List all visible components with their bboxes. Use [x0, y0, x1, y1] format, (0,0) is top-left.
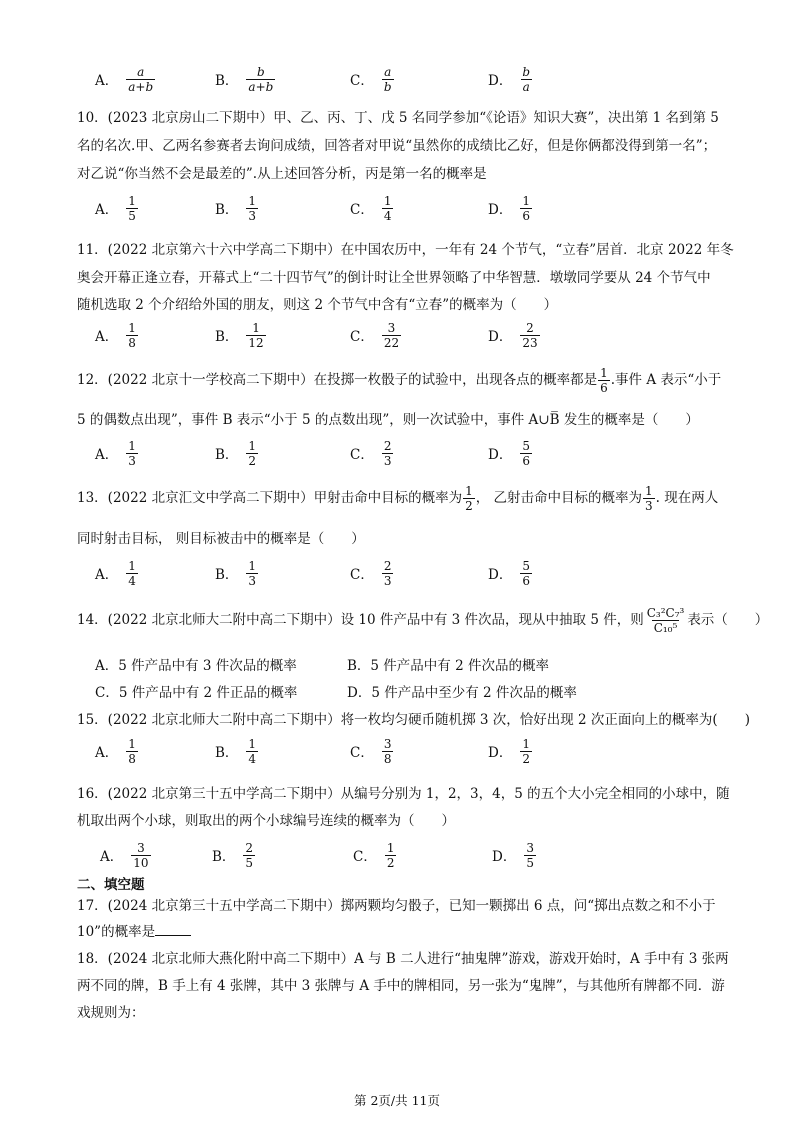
- option-c[interactable]: C． $\frac{2}{3}$: [350, 438, 392, 468]
- fraction: $\frac{2}{3}$: [383, 558, 392, 588]
- fraction: $\frac{1}{4}$: [248, 736, 257, 766]
- q13-line2: 同时射击目标， 则目标被击中的概率是（ ）: [77, 531, 365, 547]
- fraction: $\frac{b}{a}$: [522, 64, 531, 94]
- option-b[interactable]: B． $\frac{1}{4}$: [215, 736, 257, 766]
- fraction: $\frac{1}{8}$: [128, 736, 136, 766]
- fraction: $\frac{1}{4}$: [383, 193, 392, 223]
- q13-line1: 13．(2022 北京汇文中学高二下期中）甲射击命中目标的概率为 $\frac{1}{2}$ ， 乙射击命中目标的概率为 $\frac{1}{3}$ . 现在两人: [77, 484, 719, 513]
- q12-line2: 5 的偶数点出现”，事件 B 表示“小于 5 的点数出现”，则一次试验中，事件 A∪B̅ 发生的概率是（ ）: [77, 412, 699, 428]
- option-a[interactable]: A． $\frac{1}{3}$: [95, 438, 136, 468]
- q13-options: [95, 556, 735, 590]
- option-a[interactable]: A． $\frac{1}{4}$: [95, 558, 136, 588]
- fraction: $\frac{3}{8}$: [383, 736, 392, 766]
- q16-options: [95, 838, 735, 872]
- q16-line1: 16．(2022 北京第三十五中学高二下期中）从编号分别为 1，2，3，4，5 的五个大小完全相同的小球中，随: [77, 786, 730, 802]
- fraction: $\frac{1}{12}$: [248, 320, 264, 350]
- fraction: $\frac{1}{2}$: [386, 840, 395, 870]
- q11-line3: 随机选取 2 个介绍给外国的朋友，则这 2 个节气中含有“立春”的概率为（ ）: [77, 297, 558, 313]
- q15-line1: 15．(2022 北京北师大二附中高二下期中）将一枚均匀硬币随机掷 3 次，恰好出现 2 次正面向上的概率为( ): [77, 712, 750, 728]
- fraction: $\frac{1}{8}$: [128, 320, 136, 350]
- fraction: $\frac{1}{6}$: [522, 193, 530, 223]
- option-d[interactable]: D． $\frac{3}{5}$: [492, 840, 534, 870]
- fraction: $\frac{3}{22}$: [383, 320, 400, 350]
- q10-line1: 10．(2023 北京房山二下期中）甲、乙、丙、丁、戊 5 名同学参加“《论语》知识大赛”，决出第 1 名到第 5: [77, 110, 719, 126]
- option-d[interactable]: D． $\frac{2}{23}$: [488, 320, 538, 350]
- page-footer: 第 2页/共 11页: [353, 1093, 441, 1108]
- option-b[interactable]: B． $\frac{1}{3}$: [215, 193, 257, 223]
- fraction: $\frac{1}{3}$: [645, 484, 653, 513]
- option-d[interactable]: D． $\frac{5}{6}$: [488, 558, 530, 588]
- q10-options: [95, 191, 735, 225]
- option-c[interactable]: C． $\frac{1}{4}$: [350, 193, 392, 223]
- option-c[interactable]: C． $\frac{2}{3}$: [350, 558, 392, 588]
- q11-options: [95, 318, 735, 352]
- q15-options: [95, 734, 735, 768]
- fraction: $\frac{3}{5}$: [526, 840, 534, 870]
- fraction: $\frac{\text{C₃²C₇³}}{\text{C₁₀⁵}}$: [646, 606, 685, 635]
- q14-option-a[interactable]: A．5 件产品中有 3 件次品的概率: [95, 658, 297, 674]
- option-c[interactable]: C． $\frac{a}{b}$: [350, 64, 392, 94]
- q17-line1: 17．(2024 北京第三十五中学高二下期中）掷两颗均匀骰子，已知一颗掷出 6 点，问“掷出点数之和不小于: [77, 898, 716, 914]
- q12-line1: 12．(2022 北京十一学校高二下期中）在投掷一枚骰子的试验中，出现各点的概率都是 $\frac{1}{6}$ .事件 A 表示“小于: [77, 366, 722, 395]
- option-d[interactable]: D． $\frac{5}{6}$: [488, 438, 530, 468]
- fraction: $\frac{1}{2}$: [248, 438, 257, 468]
- q10-line2: 名的名次.甲、乙两名参赛者去询问成绩，回答者对甲说“虽然你的成绩比乙好，但是你俩都没得到第一名”；: [77, 138, 717, 154]
- fraction: $\frac{3}{10}$: [133, 840, 149, 870]
- q18-line3: 戏规则为：: [77, 1005, 145, 1021]
- q16-line2: 机取出两个小球，则取出的两个小球编号连续的概率为（ ）: [77, 813, 455, 829]
- fraction: $\frac{1}{3}$: [248, 193, 257, 223]
- option-d[interactable]: D． $\frac{b}{a}$: [488, 64, 531, 94]
- fraction: $\frac{b}{a+b}$: [248, 64, 274, 94]
- fraction: $\frac{1}{6}$: [600, 366, 608, 395]
- option-b[interactable]: B． $\frac{1}{2}$: [215, 438, 257, 468]
- q14-option-b[interactable]: B．5 件产品中有 2 件次品的概率: [347, 658, 549, 674]
- fraction: $\frac{2}{3}$: [383, 438, 392, 468]
- option-b[interactable]: B． $\frac{1}{12}$: [215, 320, 264, 350]
- option-b[interactable]: B． $\frac{1}{3}$: [215, 558, 257, 588]
- q14-option-c[interactable]: C．5 件产品中有 2 件正品的概率: [95, 685, 298, 701]
- fraction: $\frac{5}{6}$: [522, 558, 530, 588]
- fraction: $\frac{a}{a+b}$: [128, 64, 154, 94]
- fraction: $\frac{1}{2}$: [522, 736, 530, 766]
- q11-line2: 奥会开幕正逢立春，开幕式上“二十四节气”的倒计时让全世界领略了中华智慧．墩墩同学要从 24 个节气中: [77, 270, 711, 286]
- q17-line2: 10”的概率是: [77, 920, 191, 940]
- fraction: $\frac{2}{5}$: [245, 840, 254, 870]
- fraction: $\frac{1}{3}$: [128, 438, 136, 468]
- option-c[interactable]: C． $\frac{1}{2}$: [353, 840, 395, 870]
- fraction: $\frac{1}{5}$: [128, 193, 136, 223]
- q12-options: [95, 436, 735, 470]
- fraction: $\frac{2}{23}$: [522, 320, 538, 350]
- fraction: $\frac{5}{6}$: [522, 438, 530, 468]
- q11-line1: 11．(2022 北京第六十六中学高二下期中）在中国农历中，一年有 24 个节气，“立春”居首．北京 2022 年冬: [77, 242, 734, 258]
- answer-blank[interactable]: [155, 923, 191, 936]
- option-a[interactable]: A． $\frac{3}{10}$: [100, 840, 149, 870]
- option-a[interactable]: A． $\frac{1}{5}$: [95, 193, 136, 223]
- option-a[interactable]: A． $\frac{a}{a+b}$: [95, 64, 154, 94]
- q14-option-d[interactable]: D．5 件产品中至少有 2 件次品的概率: [347, 685, 577, 701]
- option-d[interactable]: D． $\frac{1}{6}$: [488, 193, 530, 223]
- option-a[interactable]: A． $\frac{1}{8}$: [95, 320, 136, 350]
- q18-line1: 18．(2024 北京北师大燕化附中高二下期中）A 与 B 二人进行“抽鬼牌”游戏，游戏开始时，A 手中有 3 张两: [77, 951, 729, 967]
- q18-line2: 两不同的牌，B 手上有 4 张牌，其中 3 张牌与 A 手中的牌相同，另一张为“鬼牌”，与其他所有牌都不同．游: [77, 978, 725, 994]
- fraction: $\frac{1}{4}$: [128, 558, 136, 588]
- option-b[interactable]: B． $\frac{b}{a+b}$: [215, 64, 274, 94]
- q9-options: [95, 62, 735, 96]
- option-c[interactable]: C． $\frac{3}{22}$: [350, 320, 400, 350]
- option-d[interactable]: D． $\frac{1}{2}$: [488, 736, 530, 766]
- fraction: $\frac{1}{3}$: [248, 558, 257, 588]
- fraction: $\frac{a}{b}$: [383, 64, 392, 94]
- option-b[interactable]: B． $\frac{2}{5}$: [212, 840, 254, 870]
- section-heading: 二、填空题: [77, 877, 145, 893]
- option-c[interactable]: C． $\frac{3}{8}$: [350, 736, 392, 766]
- fraction: $\frac{1}{2}$: [465, 484, 473, 513]
- option-a[interactable]: A． $\frac{1}{8}$: [95, 736, 136, 766]
- q10-line3: 对乙说“你当然不会是最差的”.从上述回答分析，丙是第一名的概率是: [77, 166, 487, 182]
- q14-line1: 14．(2022 北京北师大二附中高二下期中）设 10 件产品中有 3 件次品，现从中抽取 5 件，则 $\frac{\text{C₃²C₇³}}{\text{C₁₀⁵}}$ 表示（ ）: [77, 606, 769, 635]
